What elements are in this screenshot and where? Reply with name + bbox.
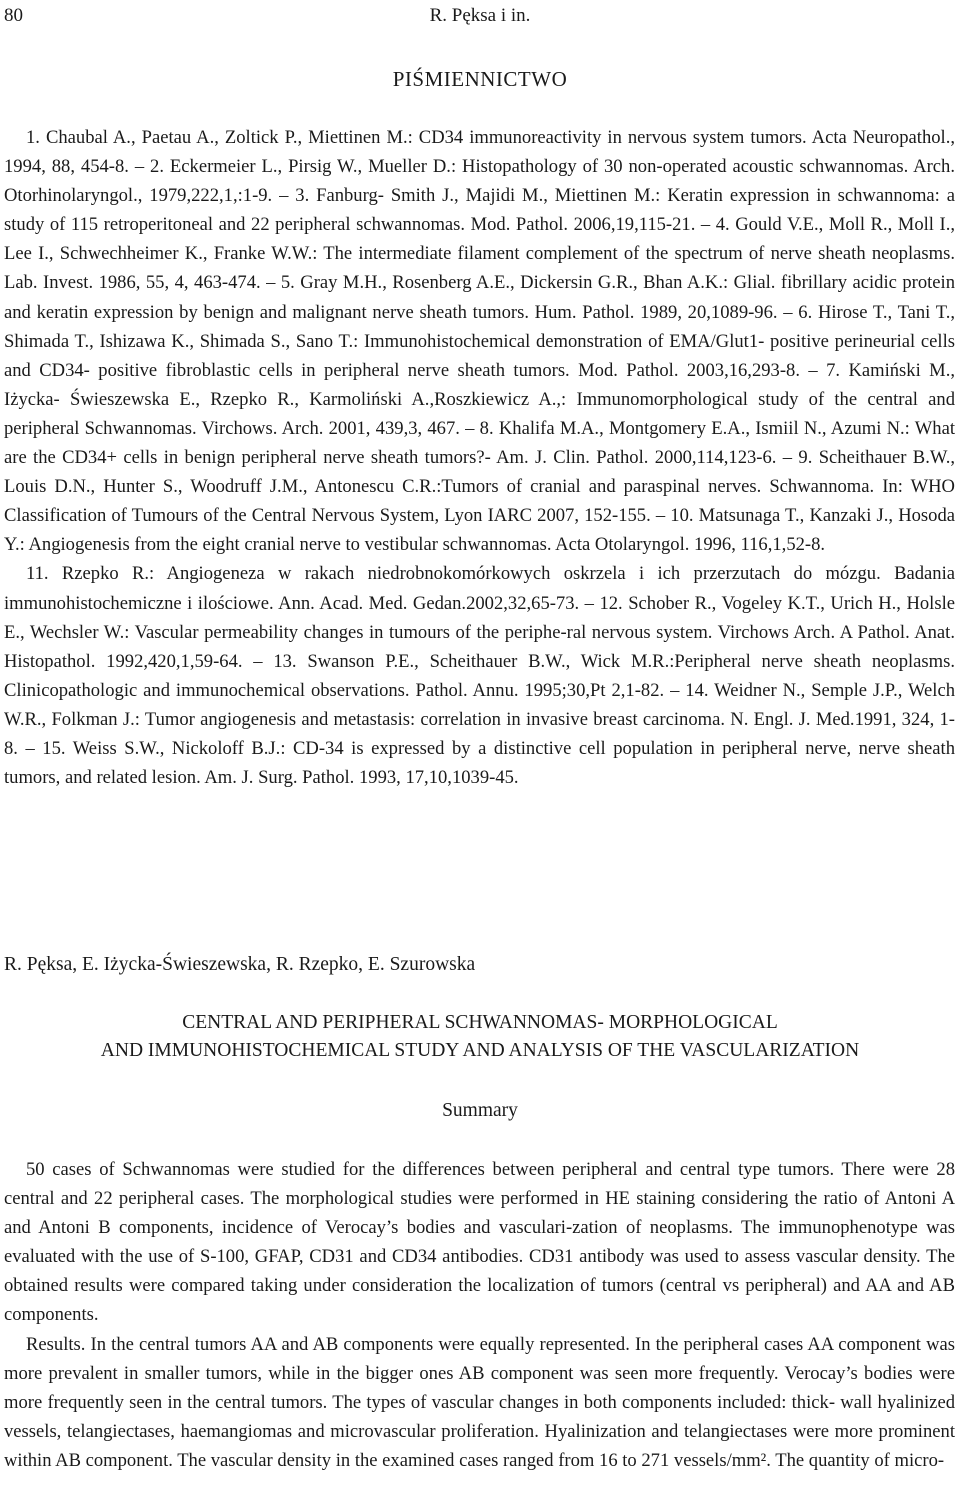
- running-head: R. Pęksa i in.: [429, 5, 531, 26]
- references-section: [4, 123, 955, 792]
- references-heading: PIŚMIENNICTWO: [392, 67, 568, 91]
- references-paragraph-2: 11. Rzepko R.: Angiogeneza w rakach niedrobnokomórkowych oskrzela i ich przerzutach do mózgu. Badania immunohistochemiczne i ilościowe. Ann. Acad. Med. Gedan.2002,32,65-73. – 12. Schober R., Vogeley K.T., Urich H., Holsle E., Wechsler W.: Vascular permeability changes in tumours of the periphe-ral nervous system. Virchows Arch. A Pathol. Anat. Histopathol. 1992,420,1,59-64. – 13. Swanson P.E., Scheithauer B.W., Wick M.R.:Peripheral nerve sheath neoplasms. Clinicopathologic and immunochemical observations. Pathol. Annu. 1995;30,Pt 2,1-82. – 14. Weidner N., Semple J.P., Welch W.R., Folkman J.: Tumor angiogenesis and metastasis: correlation in invasive breast carcinoma. N. Engl. J. Med.1991, 324, 1-8. – 15. Weiss S.W., Nickoloff B.J.: CD-34 is expressed by a distinctive cell population in peripheral nerve, nerve sheath tumors, and related lesion. Am. J. Surg. Pathol. 1993, 17,10,1039-45.: [4, 563, 955, 789]
- page-number: 80: [4, 5, 23, 26]
- article-title-line-1: CENTRAL AND PERIPHERAL SCHWANNOMAS- MORPHOLOGICAL: [182, 1012, 778, 1033]
- article-title-line-2: AND IMMUNOHISTOCHEMICAL STUDY AND ANALYSIS OF THE VASCULARIZATION: [100, 1040, 860, 1061]
- summary-paragraph-2: Results. In the central tumors AA and AB components were equally represented. In the peripheral cases AA component was more prevalent in smaller tumors, while in the bigger ones AB component was seen more frequently. Verocay’s bodies were more frequently seen in the central tumors. The types of vascular changes in both components included: thick- wall hyalinized vessels, telangiectases, haemangiomas and microvascular proliferation. Hyalinization and telangiectases were more prominent within AB component. The vascular density in the examined cases ranged from 16 to 271 vessels/mm². The quantity of micro-: [4, 1333, 955, 1471]
- summary-heading: Summary: [442, 1100, 518, 1121]
- summary-paragraph-1: 50 cases of Schwannomas were studied for the differences between peripheral and central type tumors. There were 28 central and 22 peripheral cases. The morphological studies were performed in HE staining considering the ratio of Antoni A and Antoni B components, incidence of Verocay’s bodies and vasculari-zation of neoplasms. The immunophenotype was evaluated with the use of S-100, GFAP, CD31 and CD34 antibodies. CD31 antibody was used to assess vascular density. The obtained results were compared taking under consideration the localization of tumors (central vs peripheral) and AA and AB components.: [4, 1159, 955, 1326]
- summary-section: [4, 1155, 955, 1475]
- page-header: [4, 2, 956, 30]
- article-authors: R. Pęksa, E. Iżycka-Świeszewska, R. Rzepko, E. Szurowska: [4, 954, 476, 975]
- article-title: [0, 1009, 960, 1065]
- references-paragraph-1: 1. Chaubal A., Paetau A., Zoltick P., Miettinen M.: CD34 immunoreactivity in nervous system tumors. Acta Neuropathol., 1994, 88, 454-8. – 2. Eckermeier L., Pirsig W., Mueller D.: Histopathology of 30 non-operated acoustic schwannomas. Arch. Otorhinolaryngol., 1979,222,1,:1-9. – 3. Fanburg- Smith J., Majidi M., Miettinen M.: Keratin expression in schwannoma: a study of 115 retroperitoneal and 22 peripheral schwannomas. Mod. Pathol. 2006,19,115-21. – 4. Gould V.E., Moll R., Moll I., Lee I., Schwechheimer K., Franke W.W.: The intermediate filament complement of the spectrum of nerve sheath neoplasms. Lab. Invest. 1986, 55, 4, 463-474. – 5. Gray M.H., Rosenberg A.E., Dickersin G.R., Bhan A.K.: Glial. fibrillary acidic protein and keratin expression by benign and malignant nerve sheath tumors. Hum. Pathol. 1989, 20,1089-96. – 6. Hirose T., Tani T., Shimada T., Ishizawa K., Shimada S., Sano T.: Immunohistochemical demonstration of EMA/Glut1- positive perineurial cells and CD34- positive fibroblastic cells in peripheral nerve sheath tumors. Mod. Pathol. 2003,16,293-8. – 7. Kamiński M., Iżycka- Świeszewska E., Rzepko R., Karmoliński A.,Roszkiewicz A.,: Immunomorphological study of the central and peripheral Schwannomas. Virchows. Arch. 2001, 439,3, 467. – 8. Khalifa M.A., Montgomery E.A., Ismiil N., Azumi N.: What are the CD34+ cells in benign peripheral nerve sheath tumors?- Am. J. Clin. Pathol. 2000,114,123-6. – 9. Scheithauer B.W., Louis D.N., Hunter S., Woodruff J.M., Antonescu C.R.:Tumors of cranial and paraspinal nerves. Schwannoma. In: WHO Classification of Tumours of the Central Nervous System, Lyon IARC 2007, 152-155. – 10. Matsunaga T., Kanzaki J., Hosoda Y.: Angiogenesis from the eight cranial nerve to vestibular schwannomas. Acta Otolaryngol. 1996, 116,1,52-8.: [4, 127, 955, 556]
